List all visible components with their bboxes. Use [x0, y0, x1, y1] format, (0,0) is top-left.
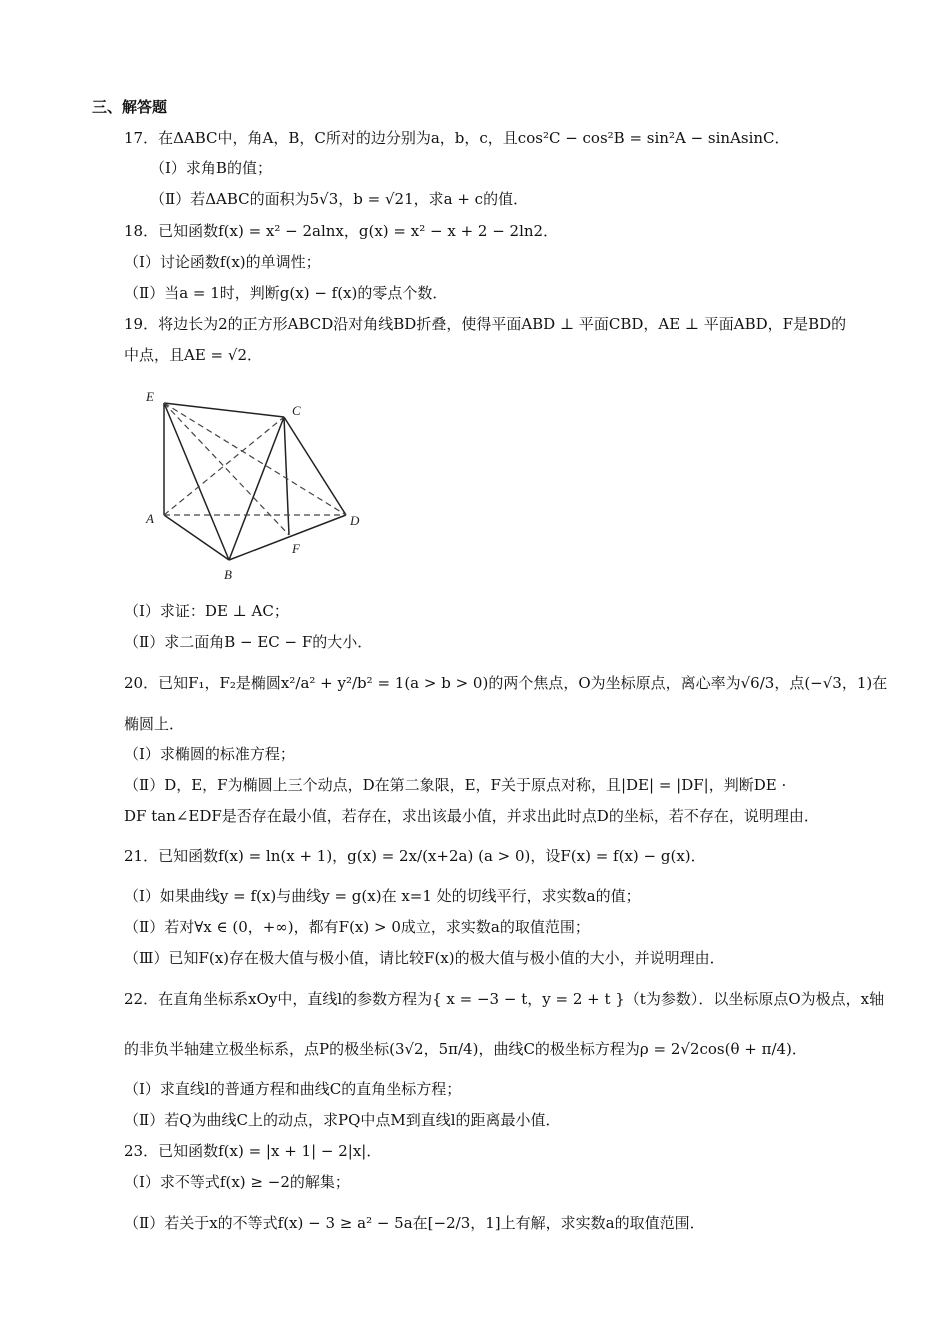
label-C: C — [292, 403, 301, 418]
label-B: B — [224, 567, 232, 582]
q20-stem: 20．已知F₁，F₂是椭圆x²/a² + y²/b² = 1(a > b > 0)的两个焦点，O为坐标原点，离心率为√6/3，点(−√3，1)在 — [124, 674, 888, 692]
q18-stem: 18．已知函数f(x) = x² − 2alnx，g(x) = x² − x + 2 − 2ln2． — [124, 222, 559, 240]
label-E: E — [146, 389, 154, 404]
label-F: F — [292, 541, 300, 556]
q23-part2: （Ⅱ）若关于x的不等式f(x) − 3 ≥ a² − 5a在[−2/3，1]上有解，求实数a的取值范围． — [124, 1214, 705, 1232]
q21-part2: （Ⅱ）若对∀x ∈ (0，+∞)，都有F(x) > 0成立，求实数a的取值范围； — [124, 918, 590, 936]
q21-part1: （Ⅰ）如果曲线y = f(x)与曲线y = g(x)在 x=1 处的切线平行，求实数a的值； — [124, 887, 641, 905]
q19-stem: 19．将边长为2的正方形ABCD沿对角线BD折叠，使得平面ABD ⊥ 平面CBD，AE ⊥ 平面ABD，F是BD的 — [124, 315, 847, 333]
q20-stem-cont: 椭圆上． — [124, 715, 185, 733]
q21-part3: （Ⅲ）已知F(x)存在极大值与极小值，请比较F(x)的极大值与极小值的大小，并说明理由． — [124, 949, 725, 967]
label-D: D — [350, 513, 360, 528]
section-title: 三、解答题 — [92, 98, 168, 116]
q17-part1: （Ⅰ）求角B的值； — [150, 159, 272, 177]
q22-stem: 22．在直角坐标系xOy中，直线l的参数方程为{ x = −3 − t，y = 2 + t }（t为参数）．以坐标原点O为极点，x轴 — [124, 990, 885, 1008]
geometry-figure — [134, 385, 374, 585]
q18-part2: （Ⅱ）当a = 1时，判断g(x) − f(x)的零点个数． — [124, 284, 448, 302]
q21-stem: 21．已知函数f(x) = ln(x + 1)，g(x) = 2x/(x+2a) (a > 0)，设F(x) = f(x) − g(x)． — [124, 847, 706, 865]
q20-part2-cont: DF tan∠EDF是否存在最小值，若存在，求出该最小值，并求出此时点D的坐标，若不存在，说明理由． — [124, 807, 819, 825]
q19-part2: （Ⅱ）求二面角B − EC − F的大小． — [124, 633, 373, 651]
label-A: A — [146, 511, 154, 526]
q17-stem: 17．在ΔABC中，角A，B，C所对的边分别为a，b，c，且cos²C − cos²B = sin²A − sinAsinC． — [124, 129, 790, 147]
q17-part2: （Ⅱ）若ΔABC的面积为5√3，b = √21，求a + c的值． — [150, 190, 529, 208]
q19-stem-cont: 中点，且AE = √2． — [124, 346, 262, 364]
q18-part1: （Ⅰ）讨论函数f(x)的单调性； — [124, 253, 321, 271]
q20-part2: （Ⅱ）D，E，F为椭圆上三个动点，D在第二象限，E，F关于原点对称，且|DE| = |DF|，判断DE · — [124, 776, 787, 794]
q23-part1: （Ⅰ）求不等式f(x) ≥ −2的解集； — [124, 1173, 350, 1191]
q23-stem: 23．已知函数f(x) = |x + 1| − 2|x|． — [124, 1142, 382, 1160]
q22-part1: （Ⅰ）求直线l的普通方程和曲线C的直角坐标方程； — [124, 1080, 462, 1098]
q22-part2: （Ⅱ）若Q为曲线C上的动点，求PQ中点M到直线l的距离最小值． — [124, 1111, 561, 1129]
q20-part1: （Ⅰ）求椭圆的标准方程； — [124, 745, 295, 763]
q22-stem-cont: 的非负半轴建立极坐标系，点P的极坐标(3√2，5π/4)，曲线C的极坐标方程为ρ = 2√2cos(θ + π/4)． — [124, 1040, 807, 1058]
q19-part1: （Ⅰ）求证：DE ⊥ AC； — [124, 602, 289, 620]
